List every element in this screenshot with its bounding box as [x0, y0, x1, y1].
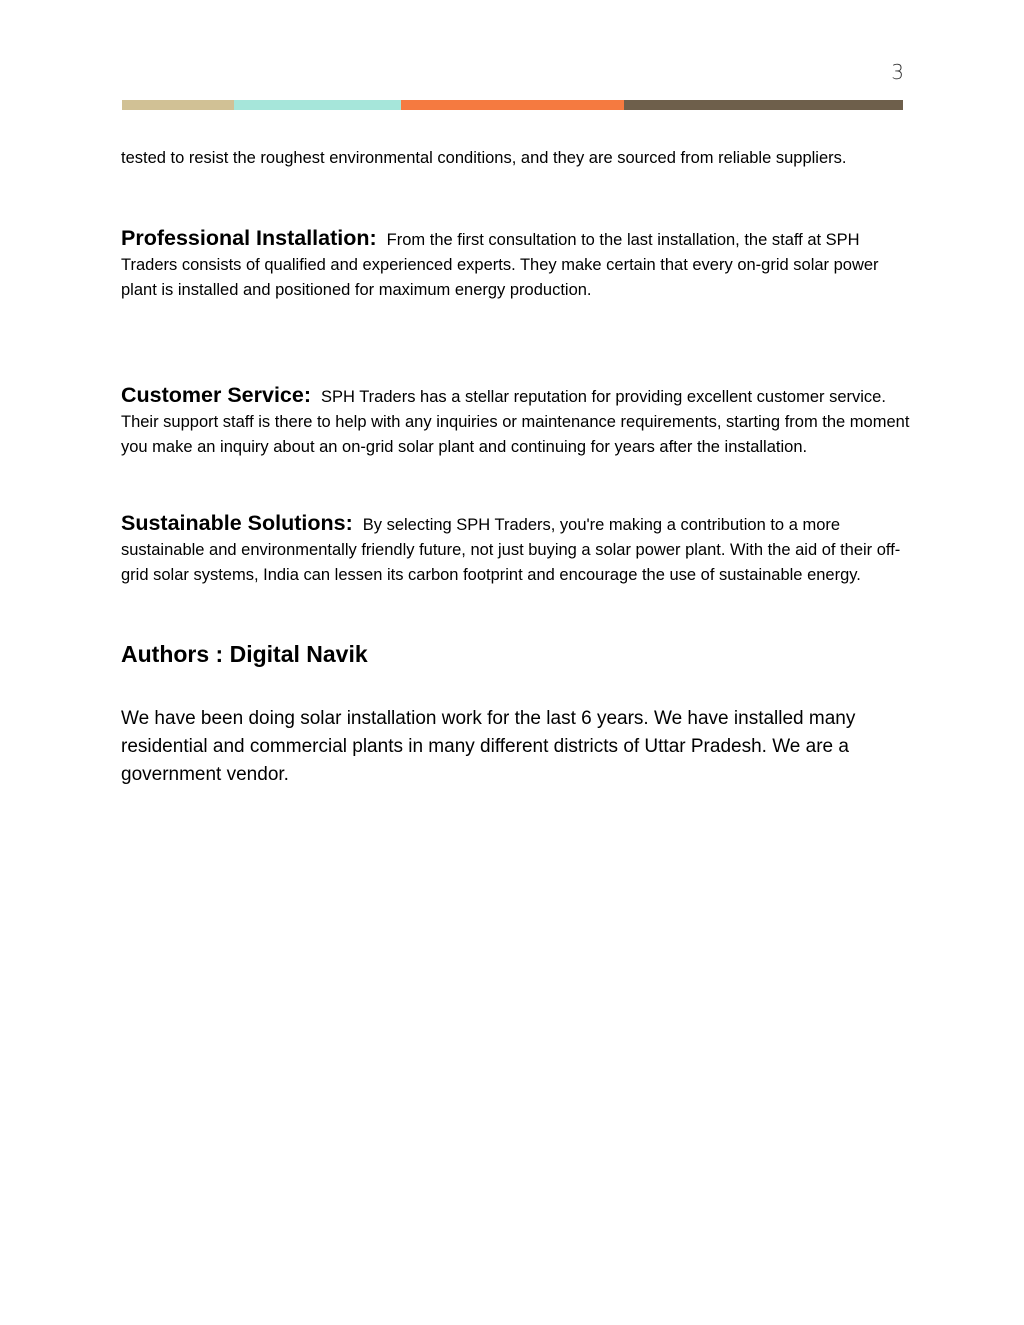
- section-professional-installation: [121, 226, 911, 303]
- section-heading: Customer Service:: [121, 383, 311, 407]
- color-bar-segment-orange: [401, 100, 624, 110]
- page-content: [121, 146, 911, 789]
- color-bar-segment-tan: [122, 100, 234, 110]
- color-bar-segment-aqua: [234, 100, 401, 110]
- color-bar-segment-brown: [624, 100, 903, 110]
- page-number: 3: [891, 60, 904, 84]
- section-heading: Sustainable Solutions:: [121, 511, 353, 535]
- intro-paragraph: tested to resist the roughest environmental conditions, and they are sourced from reliable suppliers.: [121, 149, 847, 167]
- authors-paragraph: We have been doing solar installation work for the last 6 years. We have installed many residential and commercial plants in many different districts of Uttar Pradesh. We are a government vendor.: [121, 708, 856, 785]
- authors-heading: Authors : Digital Navik: [121, 641, 368, 667]
- section-body: From the first consultation to the last installation, the staff at SPH Traders consists of qualified and experienced experts. They make certain that every on-grid solar power plant is installed and positioned for maximum energy production.: [121, 231, 879, 299]
- section-body: SPH Traders has a stellar reputation for providing excellent customer service. Their support staff is there to help with any inquiries or maintenance requirements, starting from the moment you make an inquiry about an on-grid solar plant and continuing for years after the installation.: [121, 388, 910, 456]
- section-body: By selecting SPH Traders, you're making a contribution to a more sustainable and environmentally friendly future, not just buying a solar power plant. With the aid of their off-grid solar systems, India can lessen its carbon footprint and encourage the use of sustainable energy.: [121, 516, 901, 584]
- header-color-bar: [122, 100, 903, 110]
- section-heading: Professional Installation:: [121, 226, 377, 250]
- section-customer-service: [121, 383, 911, 460]
- section-sustainable-solutions: [121, 511, 911, 588]
